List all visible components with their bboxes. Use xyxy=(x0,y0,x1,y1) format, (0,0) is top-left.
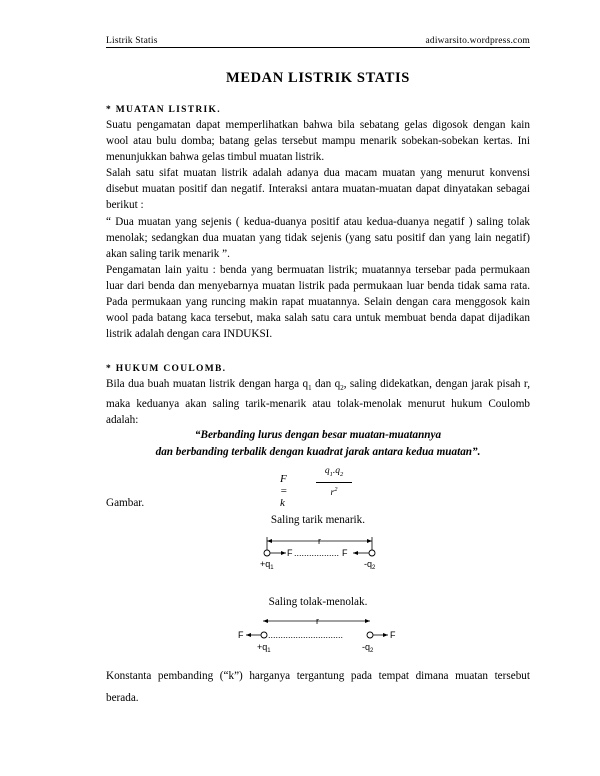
paragraph-closing: Konstanta pembanding (“k”) harganya tergantung pada tempat dimana muatan tersebut berada. xyxy=(106,670,530,704)
subscript: 1 xyxy=(329,470,333,478)
r-label: r xyxy=(316,616,319,626)
force-arrowhead-right xyxy=(383,633,388,637)
coulomb-quote-line-2: dan berbanding terbalik dengan kuadrat jarak antara kedua muatan”. xyxy=(155,446,481,458)
num-q1: q xyxy=(324,466,330,476)
dotted-line: .............................. xyxy=(268,630,344,640)
r-arrow-left xyxy=(263,619,268,623)
figure2-caption: Saling tolak-menolak. xyxy=(268,596,368,608)
den-r: r xyxy=(330,488,335,499)
paragraph: Salah satu sifat muatan listrik adalah adanya dua macam muatan yang menurut konvensi disebut muatan positif dan negatif. Interaksi antara muatan-muatan dapat dinyatakan sebagai berikut : xyxy=(106,167,530,212)
intro-text: , saling didekatkan, dengan jarak pisah r, maka keduanya akan saling tarik-menarik atau tolak-menolak menurut hukum Coulomb adalah: xyxy=(106,378,530,427)
intro-text: Bila dua buah muatan listrik dengan harga q xyxy=(106,378,309,390)
subscript: 2 xyxy=(339,470,344,478)
superscript: 2 xyxy=(334,485,338,493)
num-q2: .q xyxy=(332,466,340,476)
formula-numerator xyxy=(316,465,352,481)
charge-q2 xyxy=(369,550,375,556)
subscript: 2 xyxy=(340,384,344,393)
section-muatan-listrik xyxy=(106,105,530,342)
r-arrow-right xyxy=(367,539,372,543)
header-left-text: Listrik Statis xyxy=(106,36,158,46)
charge-q2-label: $-q_2$ xyxy=(364,559,376,571)
charge-q1 xyxy=(261,632,267,638)
force-arrowhead-right xyxy=(281,551,286,555)
dotted-line: .................. xyxy=(294,548,340,558)
figure1-caption: Saling tarik menarik. xyxy=(270,514,366,526)
r-label: r xyxy=(318,536,321,546)
document-title: MEDAN LISTRIK STATIS xyxy=(226,70,410,86)
closing-paragraph-block xyxy=(106,665,530,709)
header-rule xyxy=(106,47,530,48)
force-arrowhead-left xyxy=(353,551,358,555)
section-heading: * MUATAN LISTRIK. xyxy=(106,105,221,115)
formula-fraction xyxy=(316,465,352,499)
charge-q1-label: $+q_1$ xyxy=(257,642,271,654)
r-arrow-left xyxy=(267,539,272,543)
subscript: 1 xyxy=(308,384,312,393)
fraction-bar xyxy=(316,482,352,483)
force-label-right: F xyxy=(342,548,348,558)
paragraph: “ Dua muatan yang sejenis ( kedua-duanya positif atau kedua-duanya negatif ) saling tolak menolak; sedangkan dua muatan yang tidak sejenis (yang satu positif dan yang lain negatif) akan saling tarik menarik ”. xyxy=(106,215,530,260)
r-arrow-right xyxy=(365,619,370,623)
formula-lhs: F = k xyxy=(280,473,288,509)
paragraph: Pengamatan lain yaitu : benda yang bermuatan listrik; muatannya tersebar pada permukaan luar dari benda dan menyebarnya muatan listrik pada permukaan luar benda tidak sama rata. Pada permukaan yang runcing makin rapat muatannya. Selain dengan cara menggosok kain wool pada batang kaca tersebut, maka salah satu cara untuk membuat benda dapat dijadikan listrik adalah dengan cara INDUKSI. xyxy=(106,263,530,341)
force-label-left: F xyxy=(287,548,293,558)
header-right-text: adiwarsito.wordpress.com xyxy=(425,36,530,46)
charge-q1 xyxy=(264,550,270,556)
paragraph: Suatu pengamatan dapat memperlihatkan bahwa bila sebatang gelas digosok dengan kain wool atau bulu domba; batang gelas tersebut mampu menarik sobekan-sobekan kertas. Ini menunjukkan bahwa gelas timbul muatan listrik. xyxy=(106,119,530,164)
formula-denominator xyxy=(316,484,352,499)
paragraph-intro xyxy=(106,376,530,429)
intro-text: dan q xyxy=(311,378,341,390)
section-heading: * HUKUM COULOMB. xyxy=(106,364,227,374)
coulomb-quote-line-1: “Berbanding lurus dengan besar muatan-muatannya xyxy=(194,429,442,441)
force-arrowhead-left xyxy=(246,633,251,637)
section-hukum-coulomb xyxy=(106,364,530,429)
figure-label: Gambar. xyxy=(106,497,145,509)
force-label-left: F xyxy=(238,630,244,640)
force-label-right: F xyxy=(390,630,396,640)
charge-q2 xyxy=(367,632,373,638)
charge-q2-label: $-q_2$ xyxy=(362,642,374,654)
charge-q1-label: $+q_1$ xyxy=(260,559,274,571)
